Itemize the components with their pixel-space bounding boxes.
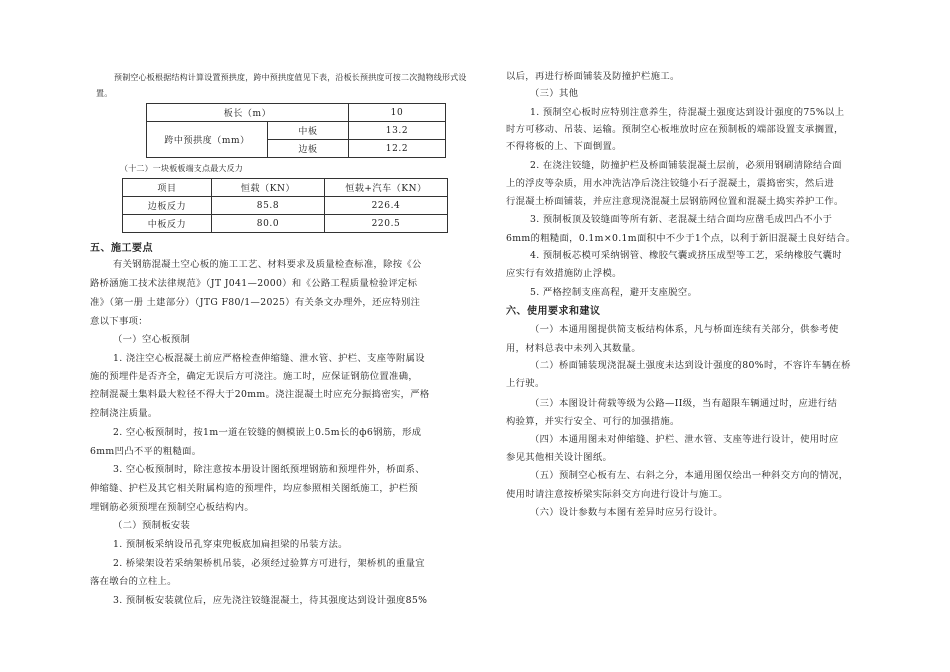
paragraph-line: （五）预制空心板有左、右斜之分，本通用图仅绘出一种斜交方向的情况， <box>530 470 849 481</box>
paragraph-line: 2. 空心板预制时，按1m一道在铰缝的侧模嵌上0.5m长的ф6钢筋，形成 <box>113 427 422 438</box>
paragraph-line: 6mm的粗糙面，0.1m×0.1m面积中不少于1个点，以利于新旧混凝土良好结合。 <box>506 233 856 244</box>
camber-table-cell: 跨中预拱度（mm） <box>147 122 268 158</box>
camber-table-cell: 13.2 <box>349 122 446 140</box>
paragraph-line: 行混凝土桥面铺装，并应注意现浇混凝土层钢筋网位置和混凝土捣实养护工作。 <box>506 196 844 207</box>
paragraph-line: 3. 空心板预制时，除注意按本册设计图纸预埋钢筋和预埋件外，桥面系、 <box>113 464 425 475</box>
paragraph-line: 使用时请注意按桥梁实际斜交方向进行设计与施工。 <box>506 489 728 500</box>
paragraph-line: 2. 在浇注铰缝，防撞护栏及桥面铺装混凝土层前，必须用钢刷清除结合面 <box>530 160 842 171</box>
paragraph-line: 上的浮皮等杂质，用水冲洗洁净后浇注铰缝小石子混凝土，震捣密实，然后进 <box>506 178 834 189</box>
paragraph-line: 2. 桥梁架设若采纳架桥机吊装，必须经过验算方可进行，架桥机的重量宜 <box>113 558 425 569</box>
camber-table-cell: 板长（m） <box>147 104 349 122</box>
paragraph-line: （一）本通用图提供简支板结构体系，凡与桥面连续有关部分，供参考使 <box>530 324 839 335</box>
paragraph-line: 伸缩缝、护栏及其它相关附属构造的预埋件，均应参照相关图纸施工，护栏预 <box>90 483 418 494</box>
paragraph-line: （三）本图设计荷载等级为公路—II级，当有超限车辆通过时，应进行结 <box>530 398 838 409</box>
reaction-table-cell: 220.5 <box>325 215 448 233</box>
paragraph-line: 控制浇注质量。 <box>90 408 158 419</box>
camber-table <box>146 103 446 158</box>
reaction-table-header: 恒载+汽车（KN） <box>325 179 448 197</box>
paragraph-line: 构验算，并实行安全、可行的加强措施。 <box>506 416 680 427</box>
paragraph-line: 6mm凹凸不平的粗糙面。 <box>90 446 202 457</box>
reaction-table-cell: 226.4 <box>325 197 448 215</box>
paragraph-line: 控制混凝土集料最大粒径不得大于20mm。浇注混凝土时应充分振捣密实，严格 <box>90 389 430 400</box>
paragraph-line: 3. 预制板安装就位后，应先浇注铰缝混凝土，待其强度达到设计强度85% <box>113 595 428 606</box>
paragraph-line: 意以下事项： <box>90 316 148 327</box>
paragraph-line: 1. 预制板采纳设吊孔穿束兜板底加扁担梁的吊装方法。 <box>113 539 348 550</box>
reaction-table-cell: 边板反力 <box>123 197 212 215</box>
section-6-title: 六、使用要求和建议 <box>506 306 601 317</box>
paragraph-line: （二）桥面铺装现浇混凝土强度未达到设计强度的80%时，不容许车辆在桥 <box>530 360 851 371</box>
intro-line-2: 置。 <box>96 89 113 98</box>
subsection-heading: （二）预制板安装 <box>113 520 191 531</box>
paragraph-line: 时方可移动、吊装、运输。预制空心板堆放时应在预制板的端部设置支承搁置， <box>506 124 844 135</box>
reaction-table <box>122 178 448 233</box>
section-5-title: 五、施工要点 <box>90 243 153 254</box>
paragraph-line: 上行驶。 <box>506 378 545 389</box>
paragraph-line: 以后，再进行桥面铺装及防撞护栏施工。 <box>506 71 680 82</box>
paragraph-line: 5. 严格控制支座高程，避开支座脱空。 <box>530 287 698 298</box>
reaction-table-caption: （十二）一块板板端支点最大反力 <box>120 164 243 173</box>
intro-line-1: 预制空心板根据结构计算设置预拱度，跨中预拱度值见下表，沿板长预拱度可按二次抛物线形式设 <box>114 73 467 82</box>
paragraph-line: 准》（第一册 土建部分）（JTG F80/1—2025）有关条文办理外，还应特别注 <box>90 297 421 308</box>
paragraph-line: 1. 浇注空心板混凝土前应严格检查伸缩缝、泄水管、护栏、支座等附属设 <box>113 353 425 364</box>
paragraph-line: 不得将板的上、下面倒置。 <box>506 141 622 152</box>
reaction-table-header: 项目 <box>123 179 212 197</box>
camber-table-cell: 中板 <box>268 122 349 140</box>
reaction-table-cell: 80.0 <box>212 215 325 233</box>
paragraph-line: 有关钢筋混凝土空心板的施工工艺、材料要求及质量检查标准，除按《公 <box>113 259 422 270</box>
paragraph-line: （四）本通用图未对伸缩缝、护栏、泄水管、支座等进行设计，使用时应 <box>530 434 839 445</box>
paragraph-line: （六）设计参数与本图有差异时应另行设计。 <box>530 507 723 518</box>
paragraph-line: 参见其他相关设计图纸。 <box>506 452 613 463</box>
paragraph-line: 用，材料总表中未列入其数量。 <box>506 343 642 354</box>
paragraph-line: 4. 预制板芯模可采纳钢管、橡胶气囊或挤压成型等工艺，采纳橡胶气囊时 <box>530 250 842 261</box>
paragraph-line: 落在墩台的立柱上。 <box>90 576 177 587</box>
camber-table-cell: 12.2 <box>349 140 446 158</box>
camber-table-cell: 边板 <box>268 140 349 158</box>
subsection-heading: （一）空心板预制 <box>113 334 191 345</box>
reaction-table-cell: 85.8 <box>212 197 325 215</box>
paragraph-line: 路桥涵施工技术法律规范》（JT J041—2000）和《公路工程质量检验评定标 <box>90 278 418 289</box>
reaction-table-header: 恒载（KN） <box>212 179 325 197</box>
camber-table-cell: 10 <box>349 104 446 122</box>
paragraph-line: 1. 预制空心板时应特别注意养生，待混凝土强度达到设计强度的75%以上 <box>530 107 845 118</box>
subsection-heading: （三）其他 <box>530 88 579 99</box>
paragraph-line: 埋钢筋必须预埋在预制空心板结构内。 <box>90 502 254 513</box>
reaction-table-cell: 中板反力 <box>123 215 212 233</box>
paragraph-line: 应实行有效措施防止浮模。 <box>506 268 622 279</box>
paragraph-line: 施的预埋件是否齐全，确定无误后方可浇注。施工时，应保证钢筋位置准确， <box>90 371 418 382</box>
paragraph-line: 3. 预制板顶及铰缝面等所有新、老混凝土结合面均应凿毛成凹凸不小于 <box>530 214 833 225</box>
